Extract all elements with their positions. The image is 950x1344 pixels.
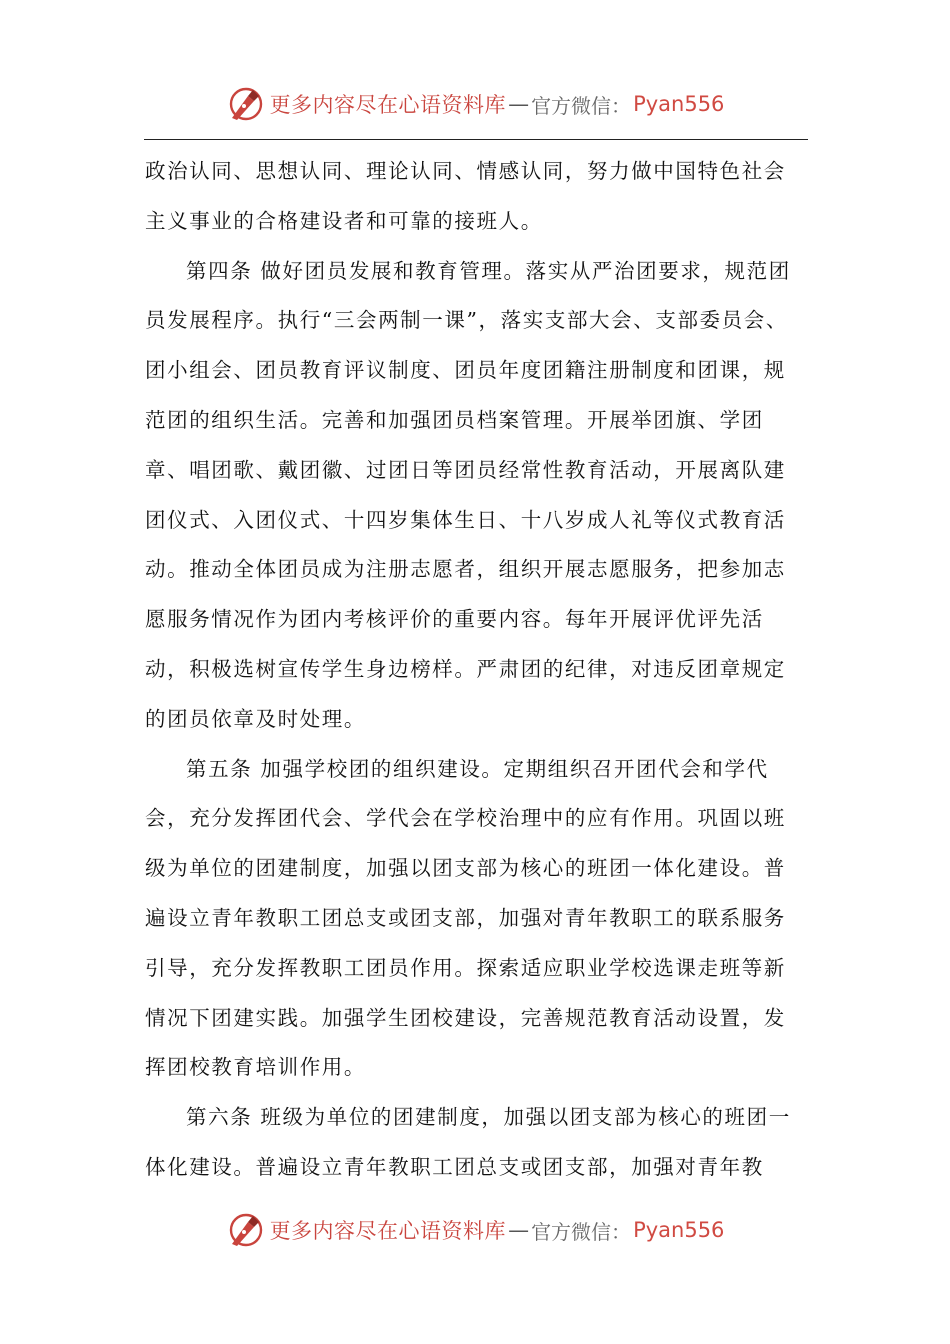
pen-nib-icon	[226, 1210, 266, 1250]
footer-wechat-label: 官方微信：	[531, 1219, 632, 1244]
paragraph-article-6: 第六条 班级为单位的团建制度，加强以团支部为核心的班团一体化建设。普遍设立青年教职工团总支或团支部，加强对青年教	[145, 1105, 791, 1179]
paragraph-article-5: 第五条 加强学校团的组织建设。定期组织召开团代会和学代会，充分发挥团代会、学代会在学校治理中的应有作用。巩固以班级为单位的团建制度，加强以团支部为核心的班团一体化建设。普遍设立青年教职工团总支或团支部，加强对青年教职工的联系服务引导，充分发挥教职工团员作用。探索适应职业学校选课走班等新情况下团建实践。加强学生团校建设，完善规范教育活动设置，发挥团校教育培训作用。	[145, 756, 786, 1080]
header-banner	[0, 82, 950, 126]
footer-banner	[0, 1208, 950, 1252]
paragraph-continued: 政治认同、思想认同、理论认同、情感认同，努力做中国特色社会主义事业的合格建设者和可靠的接班人。	[145, 159, 786, 233]
pen-nib-icon	[226, 84, 266, 124]
header-divider	[144, 139, 808, 140]
header-dash: —	[508, 92, 530, 116]
paragraph-article-4: 第四条 做好团员发展和教育管理。落实从严治团要求，规范团员发展程序。执行“三会两制一课”，落实支部大会、支部委员会、团小组会、团员教育评议制度、团员年度团籍注册制度和团课，规范团的组织生活。完善和加强团员档案管理。开展举团旗、学团章、唱团歌、戴团徽、过团日等团员经常性教育活动，开展离队建团仪式、入团仪式、十四岁集体生日、十八岁成人礼等仪式教育活动。推动全体团员成为注册志愿者，组织开展志愿服务，把参加志愿服务情况作为团内考核评价的重要内容。每年开展评优评先活动，积极选树宣传学生身边榜样。严肃团的纪律，对违反团章规定的团员依章及时处理。	[145, 258, 791, 731]
header-brand: 更多内容尽在心语资料库	[269, 93, 507, 117]
footer-brand: 更多内容尽在心语资料库	[269, 1219, 507, 1243]
document-body	[145, 147, 797, 1193]
header-wechat-label: 官方微信：	[531, 93, 632, 118]
footer-wechat-id: Pyan556	[633, 1218, 725, 1242]
header-wechat-id: Pyan556	[633, 92, 725, 116]
footer-dash: —	[508, 1218, 530, 1242]
